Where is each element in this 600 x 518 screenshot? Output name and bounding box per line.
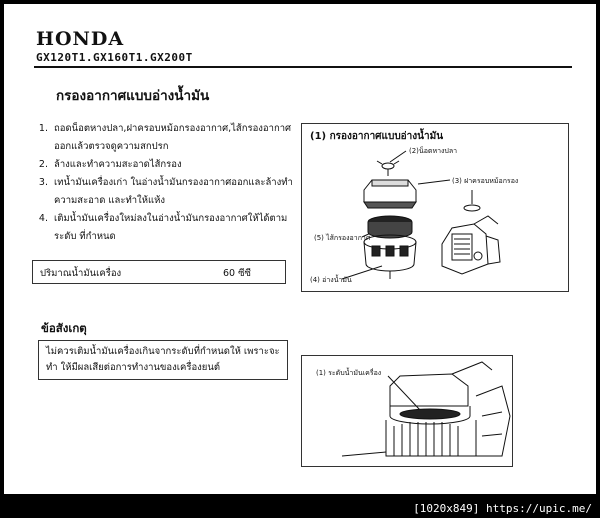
list-item [32, 174, 306, 210]
step-number: 2. [38, 159, 48, 170]
oil-level-diagram [301, 355, 513, 467]
list-item [32, 156, 306, 174]
oil-capacity-label: ปริมาณน้ำมันเครื่อง [40, 268, 122, 279]
brand-logo: HONDA [36, 28, 125, 50]
image-host-caption: [1020x849] https://upic.me/ [413, 502, 592, 515]
oil-bowl-label: (4) อ่างน้ำมัน [310, 276, 352, 284]
header-rule [34, 66, 572, 68]
figure-title: (1) กรองอากาศแบบอ่างน้ำมัน [310, 131, 444, 142]
section-title: กรองอากาศแบบอ่างน้ำมัน [56, 88, 210, 104]
step-text: เทน้ำมันเครื่องเก่า ในอ่างน้ำมันกรองอากาศออกและล้างทำ ความสะอาด และทำให้แห้ง [54, 177, 293, 206]
cover-label: (3) ฝาครอบหม้อกรอง [452, 177, 519, 185]
step-text: ล้างและทำความสะอาดไส้กรอง [54, 159, 182, 170]
step-number: 1. [38, 123, 48, 134]
step-text: ถอดน็อตหางปลา,ฝาครอบหม้อกรองอากาศ,ไส้กรองอากาศ ออกแล้วตรวจดูความสกปรก [54, 123, 292, 152]
wing-nut-label: (2)น็อตหางปลา [409, 147, 458, 155]
caution-title: ข้อสังเกตุ [41, 321, 87, 335]
air-cleaner-diagram [301, 123, 569, 292]
element-label: (5) ไส้กรองอากาศ [314, 234, 371, 242]
model-list: GX120T1.GX160T1.GX200T [36, 51, 193, 64]
oil-capacity-value: 60 ซีซี [223, 268, 252, 279]
oil-level-drawing [302, 356, 513, 467]
step-list [32, 120, 306, 246]
step-number: 3. [38, 177, 48, 188]
oil-capacity-box [32, 260, 286, 284]
list-item [32, 120, 306, 156]
step-text: เติมน้ำมันเครื่องใหม่ลงในอ่างน้ำมันกรองอากาศให้ได้ตามระดับ ที่กำหนด [54, 213, 288, 242]
step-number: 4. [38, 213, 48, 224]
caution-box [38, 340, 288, 380]
air-cleaner-drawing [302, 124, 570, 293]
oil-level-label: (1) ระดับน้ำมันเครื่อง [316, 369, 382, 377]
document-page [4, 4, 596, 494]
list-item [32, 210, 306, 246]
caution-text: ไม่ควรเติมน้ำมันเครื่องเกินจากระดับที่กำหนดให้ เพราะจะทำ ให้มีผลเสียต่อการทำงานของเครื่องยนต์ [46, 346, 280, 373]
